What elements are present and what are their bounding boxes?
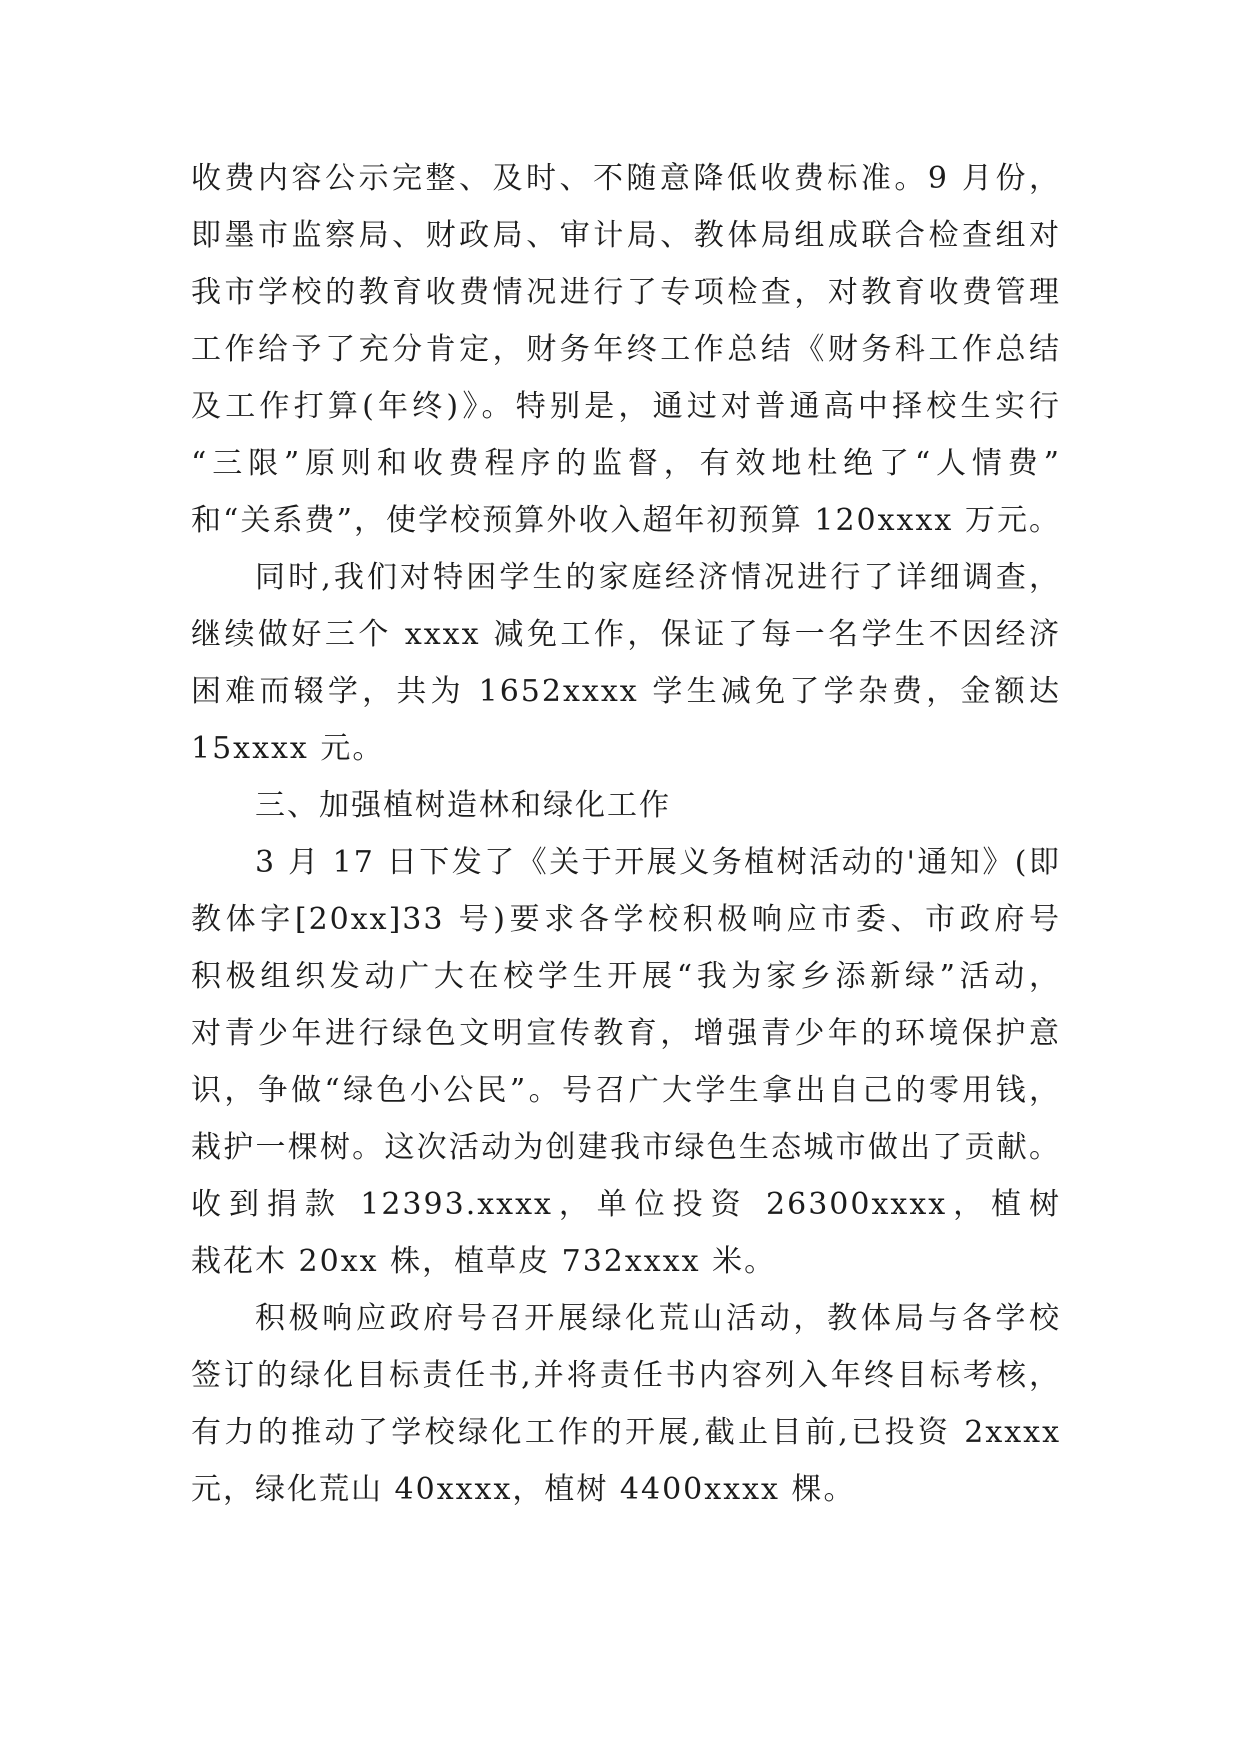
text-line: 3 月 17 日下发了《关于开展义务植树活动的'通知》(即 <box>255 845 1061 880</box>
text-line: 和“关系费”，使学校预算外收入超年初预算 120xxxx 万元。 <box>191 503 1061 538</box>
text-line: 元，绿化荒山 40xxxx，植树 4400xxxx 棵。 <box>191 1472 856 1507</box>
text-line: 收到捐款 12393.xxxx，单位投资 26300xxxx，植树 <box>191 1187 1061 1222</box>
text-line: 困难而辍学，共为 1652xxxx 学生减免了学杂费，金额达 <box>191 674 1061 709</box>
text-line: “三限”原则和收费程序的监督，有效地杜绝了“人情费” <box>191 446 1061 481</box>
text-line: 收费内容公示完整、及时、不随意降低收费标准。9 月份， <box>191 161 1061 196</box>
text-line: 即墨市监察局、财政局、审计局、教体局组成联合检查组对 <box>191 218 1061 253</box>
text-line: 教体字[20xx]33 号)要求各学校积极响应市委、市政府号 <box>191 902 1061 937</box>
text-line: 积极响应政府号召开展绿化荒山活动，教体局与各学校 <box>255 1301 1061 1336</box>
text-line: 工作给予了充分肯定，财务年终工作总结《财务科工作总结 <box>191 332 1061 367</box>
text-line: 签订的绿化目标责任书,并将责任书内容列入年终目标考核， <box>191 1358 1061 1393</box>
text-line: 及工作打算(年终)》。特别是，通过对普通高中择校生实行 <box>191 389 1061 424</box>
text-line: 我市学校的教育收费情况进行了专项检查，对教育收费管理 <box>191 275 1061 310</box>
text-line: 积极组织发动广大在校学生开展“我为家乡添新绿”活动， <box>191 959 1061 994</box>
text-line: 栽护一棵树。这次活动为创建我市绿色生态城市做出了贡献。 <box>191 1130 1061 1165</box>
paragraph-student-aid <box>191 549 1061 777</box>
paragraph-barren-hills <box>191 1290 1061 1518</box>
paragraph-fee-disclosure <box>191 150 1061 549</box>
text-line: 对青少年进行绿色文明宣传教育，增强青少年的环境保护意 <box>191 1016 1061 1051</box>
text-line: 15xxxx 元。 <box>191 731 385 766</box>
section-heading: 三、加强植树造林和绿化工作 <box>255 788 671 823</box>
section-heading-greening <box>191 777 1061 834</box>
text-line: 继续做好三个 xxxx 减免工作，保证了每一名学生不因经济 <box>191 617 1061 652</box>
text-line: 同时,我们对特困学生的家庭经济情况进行了详细调查， <box>255 560 1061 595</box>
text-line: 有力的推动了学校绿化工作的开展,截止目前,已投资 2xxxx <box>191 1415 1061 1450</box>
document-body <box>191 150 1061 1518</box>
paragraph-tree-planting <box>191 834 1061 1290</box>
text-line: 识，争做“绿色小公民”。号召广大学生拿出自己的零用钱， <box>191 1073 1061 1108</box>
text-line: 栽花木 20xx 株，植草皮 732xxxx 米。 <box>191 1244 777 1279</box>
